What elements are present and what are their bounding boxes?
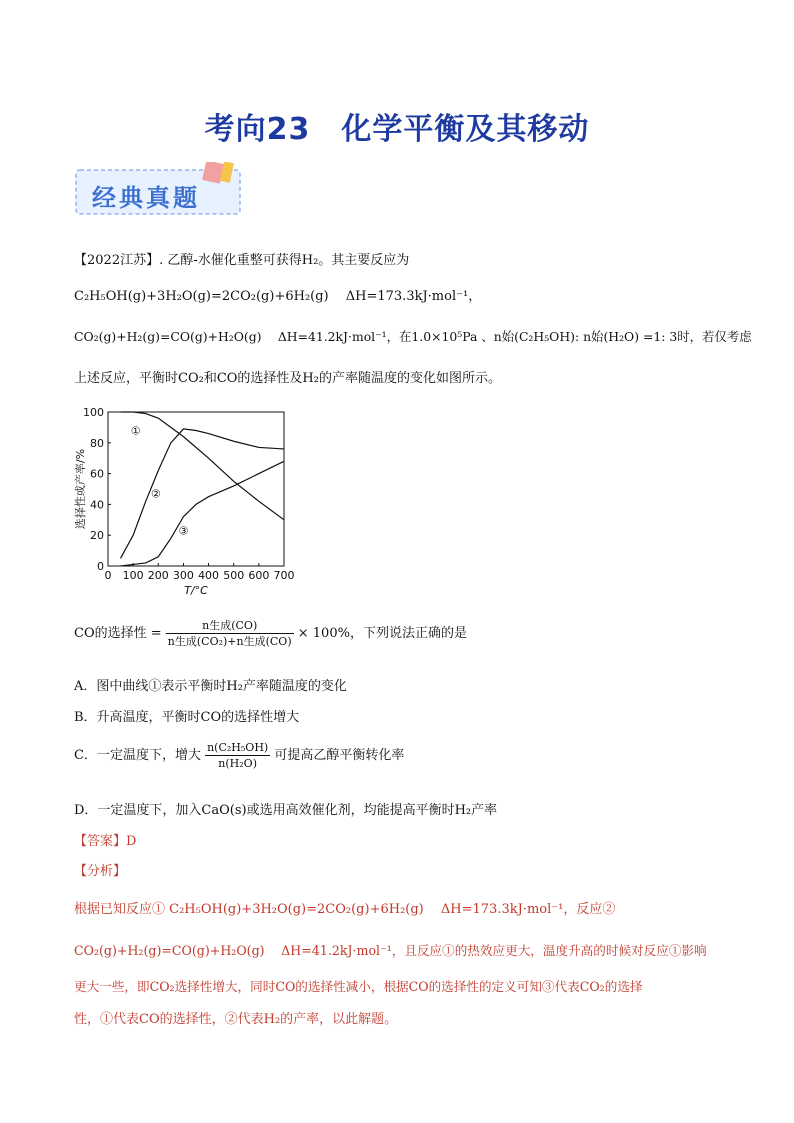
y-tick-label: 40 <box>90 498 104 512</box>
selectivity-chart <box>74 400 304 610</box>
analysis-line-2: CO₂(g)+H₂(g)=CO(g)+H₂O(g) ΔH=41.2kJ·mol⁻¹，且反应①的热效应更大，温度升高的时候对反应①影响 <box>74 943 707 958</box>
x-axis-label: T/°C <box>184 584 208 597</box>
x-tick-label: 0 <box>104 569 112 582</box>
y-tick-label: 0 <box>97 560 104 573</box>
fraction-numerator: n生成(CO) <box>166 618 294 634</box>
analysis-line-1: 根据已知反应① C₂H₅OH(g)+3H₂O(g)=2CO₂(g)+6H₂(g) ΔH=173.3kJ·mol⁻¹，反应② <box>74 902 616 917</box>
series-label-1: ① <box>130 424 141 438</box>
x-tick-label: 100 <box>122 569 144 582</box>
analysis-heading: 【分析】 <box>74 864 127 879</box>
option-c-fraction <box>205 740 270 771</box>
question-intro: 【2022江苏】. 乙醇-水催化重整可获得H₂。其主要反应为 <box>74 253 410 268</box>
x-tick-label: 500 <box>223 569 245 582</box>
question-text: 上述反应，平衡时CO₂和CO的选择性及H₂的产率随温度的变化如图所示。 <box>74 371 501 386</box>
series-line-2 <box>121 429 284 558</box>
fraction-denominator: n生成(CO₂)+n生成(CO) <box>167 635 292 648</box>
series-label-2: ② <box>150 487 161 501</box>
co-selectivity-definition <box>74 618 467 649</box>
y-axis-label: 选择性或产率/% <box>74 448 87 530</box>
x-tick-label: 200 <box>147 569 169 582</box>
series-label-3: ③ <box>178 524 189 538</box>
option-b: B．升高温度，平衡时CO的选择性增大 <box>74 710 300 725</box>
option-c-suffix: 可提高乙醇平衡转化率 <box>274 748 405 763</box>
answer: 【答案】D <box>74 834 137 849</box>
y-tick-label: 60 <box>90 467 104 481</box>
option-c-denominator: n(H₂O) <box>218 757 257 770</box>
definition-fraction <box>166 618 294 649</box>
option-c <box>74 740 404 771</box>
series-line-3 <box>121 461 284 566</box>
reaction-2: CO₂(g)+H₂(g)=CO(g)+H₂O(g) ΔH=41.2kJ·mol⁻¹，在1.0×10⁵Pa 、n始(C₂H₅OH): n始(H₂O) =1: 3时，若仅考虑 <box>74 329 752 344</box>
y-tick-label: 100 <box>83 406 104 419</box>
banner-label: 经典真题 <box>92 184 200 212</box>
option-c-prefix: C．一定温度下，增大 <box>74 748 201 763</box>
option-a: A．图中曲线①表示平衡时H₂产率随温度的变化 <box>74 679 347 694</box>
y-tick-label: 80 <box>90 436 104 450</box>
x-tick-label: 600 <box>248 569 270 582</box>
page-title: 考向23 化学平衡及其移动 <box>204 112 590 147</box>
x-tick-label: 300 <box>172 569 194 582</box>
y-tick-label: 20 <box>90 529 104 543</box>
reaction-1: C₂H₅OH(g)+3H₂O(g)=2CO₂(g)+6H₂(g) ΔH=173.3kJ·mol⁻¹， <box>74 289 482 304</box>
analysis-line-3: 更大一些，即CO₂选择性增大，同时CO的选择性减小，根据CO的选择性的定义可知③代表CO₂的选择 <box>74 979 643 994</box>
x-tick-label: 400 <box>198 569 220 582</box>
definition-suffix: × 100%，下列说法正确的是 <box>297 626 467 641</box>
analysis-line-4: 性，①代表CO的选择性，②代表H₂的产率，以此解题。 <box>74 1012 398 1027</box>
option-c-numerator: n(C₂H₅OH) <box>207 741 269 754</box>
definition-label: CO的选择性 = <box>74 626 162 641</box>
x-tick-label: 700 <box>273 569 295 582</box>
option-d: D．一定温度下，加入CaO(s)或选用高效催化剂，均能提高平衡时H₂产率 <box>74 803 498 818</box>
